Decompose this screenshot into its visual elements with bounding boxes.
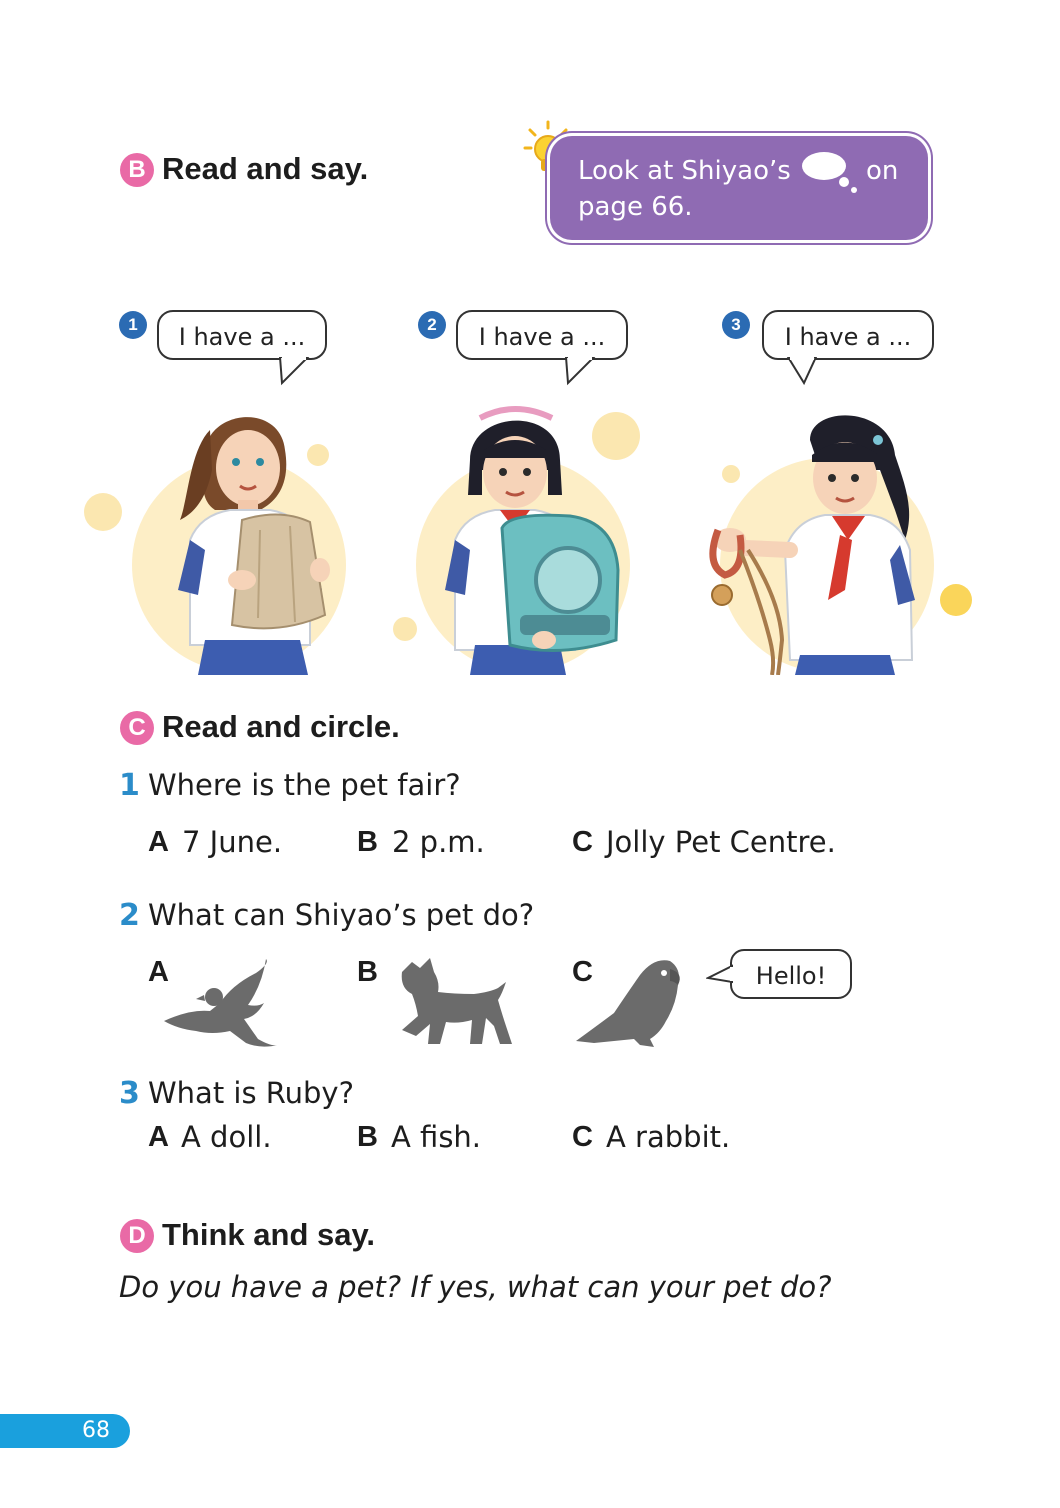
decor-dot <box>84 493 122 531</box>
tip-box <box>550 136 928 240</box>
flying-bird-icon[interactable] <box>160 955 284 1051</box>
section-b-title: Read and say. <box>162 151 369 186</box>
question-number-3: 3 <box>119 1076 140 1111</box>
hello-speech-bubble: Hello! <box>730 949 852 999</box>
section-b-badge: B <box>120 153 154 187</box>
page-number: 68 <box>0 1414 130 1448</box>
section-d-prompt: Do you have a pet? If yes, what can your pet do? <box>119 1270 832 1304</box>
speech-bubble-3: I have a ... <box>762 310 934 360</box>
option-text-q3-c[interactable]: A rabbit. <box>606 1120 731 1154</box>
option-text-q1-c[interactable]: Jolly Pet Centre. <box>606 825 836 859</box>
dog-icon[interactable] <box>394 954 514 1050</box>
option-letter-q3-b[interactable]: B <box>357 1121 378 1153</box>
girl-with-leash-illustration <box>700 400 935 675</box>
question-number-1: 1 <box>119 768 140 803</box>
speech-bubble-tail-2 <box>564 357 598 387</box>
item-number-1: 1 <box>119 311 147 339</box>
speech-bubble-2: I have a ... <box>456 310 628 360</box>
tip-text-line1: Look at Shiyao’s <box>578 156 791 186</box>
question-text-2: What can Shiyao’s pet do? <box>148 898 535 932</box>
tip-text-on: on <box>866 156 899 186</box>
tip-text-line2: page 66. <box>578 192 693 222</box>
speech-bubble-tail-1 <box>278 357 312 387</box>
speech-bubble-1: I have a ... <box>157 310 327 360</box>
item-number-2: 2 <box>418 311 446 339</box>
section-d-title: Think and say. <box>162 1217 376 1252</box>
option-letter-q1-b[interactable]: B <box>357 826 378 858</box>
decor-dot <box>393 617 417 641</box>
section-c-title: Read and circle. <box>162 709 400 744</box>
option-text-q1-b[interactable]: 2 p.m. <box>392 825 485 859</box>
option-text-q3-a[interactable]: A doll. <box>181 1120 272 1154</box>
option-text-q3-b[interactable]: A fish. <box>391 1120 482 1154</box>
question-text-1: Where is the pet fair? <box>148 768 461 802</box>
parrot-icon[interactable] <box>574 955 684 1051</box>
option-letter-q2-a[interactable]: A <box>148 956 169 988</box>
speech-bubble-tail-3 <box>786 357 820 387</box>
option-text-q1-a[interactable]: 7 June. <box>182 825 283 859</box>
thought-bubble-icon <box>800 150 862 194</box>
section-c-badge: C <box>120 711 154 745</box>
girl-with-covered-cage-illustration <box>160 390 340 675</box>
option-letter-q1-c[interactable]: C <box>572 826 593 858</box>
option-letter-q3-c[interactable]: C <box>572 1121 593 1153</box>
girl-with-pet-carrier-illustration <box>440 400 630 675</box>
option-letter-q2-b[interactable]: B <box>357 956 378 988</box>
question-number-2: 2 <box>119 898 140 933</box>
option-letter-q2-c[interactable]: C <box>572 956 593 988</box>
option-letter-q3-a[interactable]: A <box>148 1121 169 1153</box>
hello-speech-bubble-tail <box>706 964 734 986</box>
section-d-badge: D <box>120 1219 154 1253</box>
decor-dot <box>940 584 972 616</box>
option-letter-q1-a[interactable]: A <box>148 826 169 858</box>
question-text-3: What is Ruby? <box>148 1076 354 1110</box>
item-number-3: 3 <box>722 311 750 339</box>
